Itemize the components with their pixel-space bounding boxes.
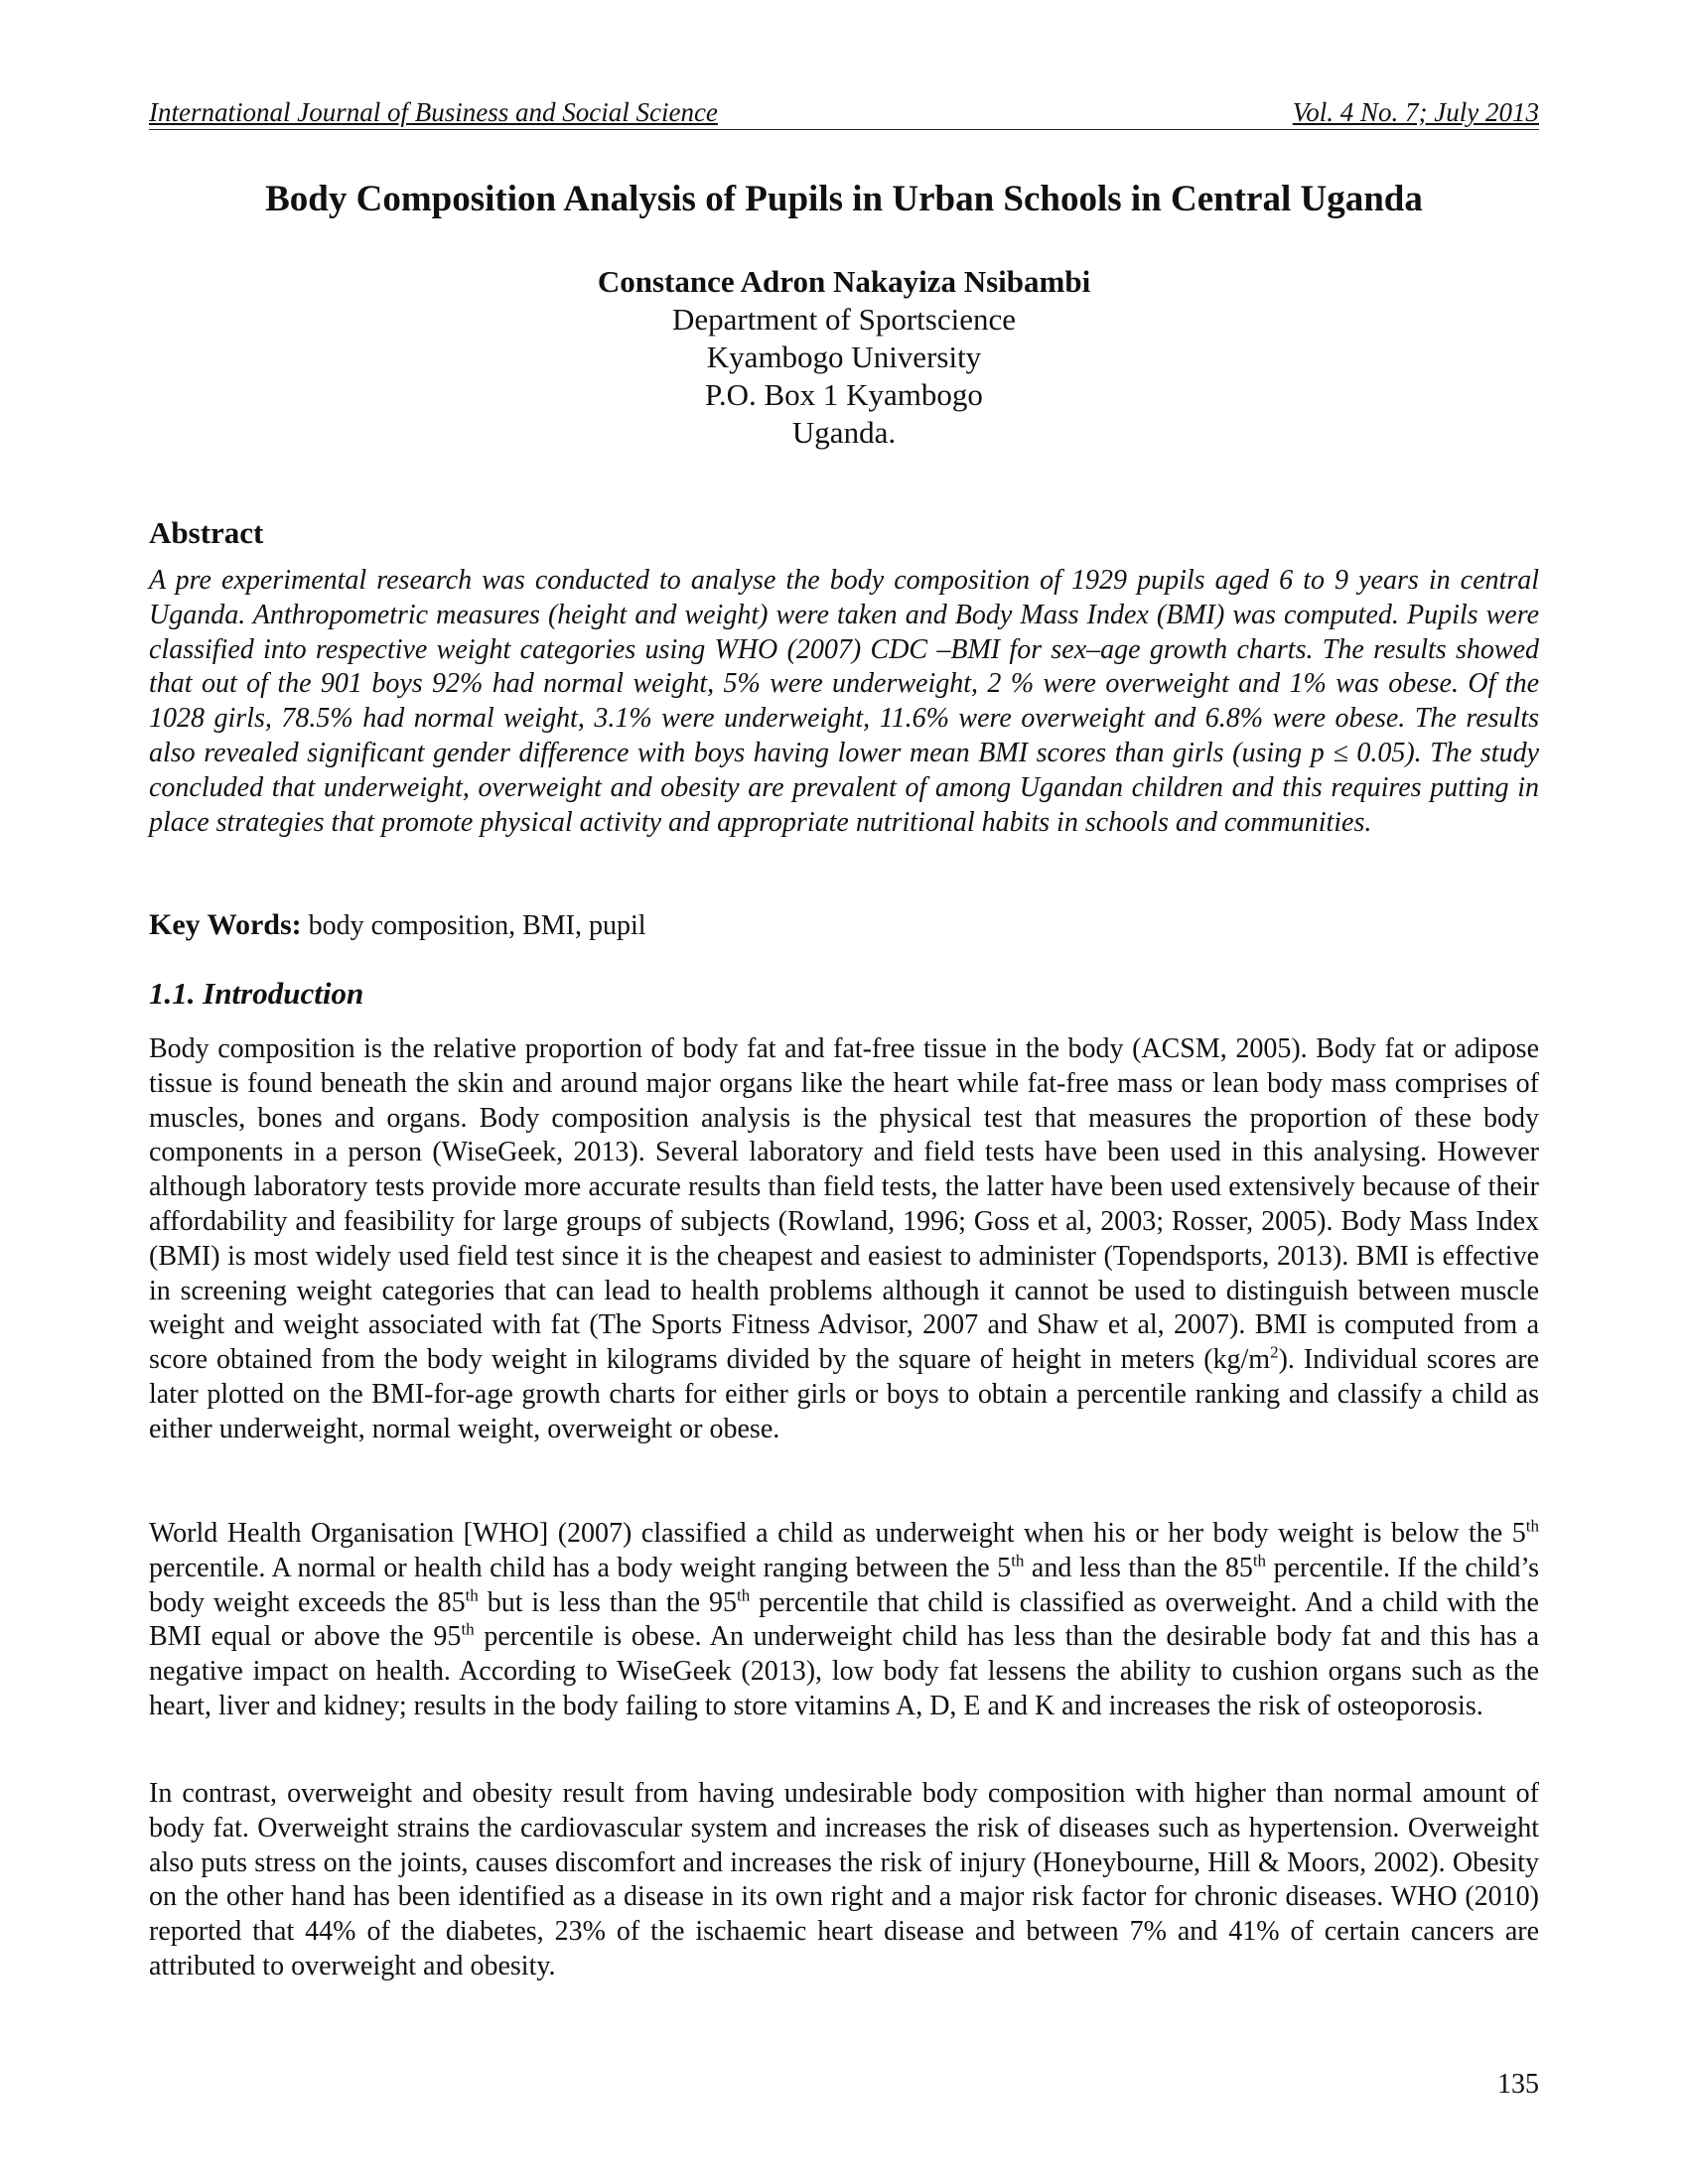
author-block: [149, 263, 1539, 452]
abstract-text: A pre experimental research was conducted to analyse the body composition of 1929 pupils aged 6 to 9 years in central Uganda. Anthropometric measures (height and weight) were taken and Body Mass Index (BMI) was computed. Pupils were classified into respective weight categories using WHO (2007) CDC –BMI for sex–age growth charts. The results showed that out of the 901 boys 92% had normal weight, 5% were underweight, 2 % were overweight and 1% was obese. Of the 1028 girls, 78.5% had normal weight, 3.1% were underweight, 11.6% were overweight and 6.8% were obese. The results also revealed significant gender difference with boys having lower mean BMI scores than girls (using p ≤ 0.05). The study concluded that underweight, overweight and obesity are prevalent of among Ugandan children and this requires putting in place strategies that promote physical activity and appropriate nutritional habits in schools and communities.: [149, 565, 1539, 838]
intro-p1-text-b: ). Individual scores are later plotted on the BMI-for-age growth charts for either girls or boys to obtain a percentile ranking and classify a child as either underweight, normal weight, overweight or obese.: [149, 1344, 1539, 1444]
author-department: Department of Sportscience: [671, 302, 1017, 337]
paper-title: Body Composition Analysis of Pupils in Urban Schools in Central Uganda: [265, 179, 1423, 219]
journal-name: International Journal of Business and Social Science: [149, 97, 718, 127]
volume-issue: Vol. 4 No. 7; July 2013: [1292, 97, 1539, 127]
intro-p2-text-c: and less than the 85: [1024, 1552, 1253, 1583]
intro-p2-superscript-3: th: [1252, 1551, 1267, 1570]
page-number: 135: [1497, 2069, 1539, 2100]
keywords-line: [149, 907, 1539, 944]
intro-p2-text-g: percentile is obese. An underweight child has less than the desirable body fat and this has a negative impact on health. According to WiseGeek (2013), low body fat lessens the ability to cushion organs such as the heart, liver and kidney; results in the body failing to store vitamins A, D, E and K and increases the risk of osteoporosis.: [149, 1621, 1540, 1721]
intro-p2-text-e: but is less than the 95: [478, 1586, 737, 1618]
intro-p2-text-f: percentile that child is classified as overweight. And a child with the BMI equal or above the 95: [149, 1586, 1539, 1653]
running-header: [149, 95, 1539, 130]
author-name: Constance Adron Nakayiza Nsibambi: [597, 264, 1091, 299]
abstract-heading: Abstract: [149, 515, 264, 550]
intro-p2-superscript-6: th: [461, 1620, 475, 1640]
intro-p2-superscript-1: th: [1525, 1516, 1539, 1536]
intro-paragraph-2: [149, 1517, 1539, 1724]
introduction-heading: 1.1. Introduction: [149, 976, 364, 1011]
author-address: P.O. Box 1 Kyambogo: [705, 377, 983, 412]
intro-p1-superscript: 2: [1270, 1342, 1279, 1362]
intro-p2-text-a: World Health Organisation [WHO] (2007) classified a child as underweight when his or her body weight is below the 5: [149, 1518, 1526, 1549]
intro-p1-text-a: Body composition is the relative proportion of body fat and fat-free tissue in the body (ACSM, 2005). Body fat or adipose tissue is found beneath the skin and around major organs like the heart while fat-free mass or lean body mass comprises of muscles, bones and organs. Body composition analysis is the physical test that measures the proportion of these body components in a person (WiseGeek, 2013). Several laboratory and field tests have been used in this analysing. However although laboratory tests provide more accurate results than field tests, the latter have been used extensively because of their affordability and feasibility for large groups of subjects (Rowland, 1996; Goss et al, 2003; Rosser, 2005). Body Mass Index (BMI) is most widely used field test since it is the cheapest and easiest to administer (Topendsports, 2013). BMI is effective in screening weight categories that can lead to health problems although it cannot be used to distinguish between muscle weight and weight associated with fat (The Sports Fitness Advisor, 2007 and Shaw et al, 2007). BMI is computed from a score obtained from the body weight in kilograms divided by the square of height in meters (kg/m: [149, 1033, 1539, 1376]
intro-p2-superscript-4: th: [465, 1585, 479, 1605]
keywords-label: Key Words:: [149, 908, 302, 941]
intro-paragraph-3: In contrast, overweight and obesity result from having undesirable body composition with higher than normal amount of body fat. Overweight strains the cardiovascular system and increases the risk of diseases such as hypertension. Overweight also puts stress on the joints, causes discomfort and increases the risk of injury (Honeybourne, Hill & Moors, 2002). Obesity on the other hand has been identified as a disease in its own right and a major risk factor for chronic diseases. WHO (2010) reported that 44% of the diabetes, 23% of the ischaemic heart disease and between 7% and 41% of certain cancers are attributed to overweight and obesity.: [149, 1778, 1539, 1981]
intro-p2-superscript-2: th: [1011, 1551, 1025, 1570]
intro-p2-text-b: percentile. A normal or health child has a body weight ranging between the 5: [149, 1552, 1012, 1583]
author-university: Kyambogo University: [706, 340, 982, 374]
keywords-text: body composition, BMI, pupil: [308, 910, 646, 941]
intro-p2-text-d: percentile. If the child’s body weight exceeds the 85: [149, 1552, 1540, 1618]
intro-paragraph-1: [149, 1032, 1539, 1447]
author-country: Uganda.: [791, 415, 897, 450]
intro-p2-superscript-5: th: [737, 1585, 751, 1605]
